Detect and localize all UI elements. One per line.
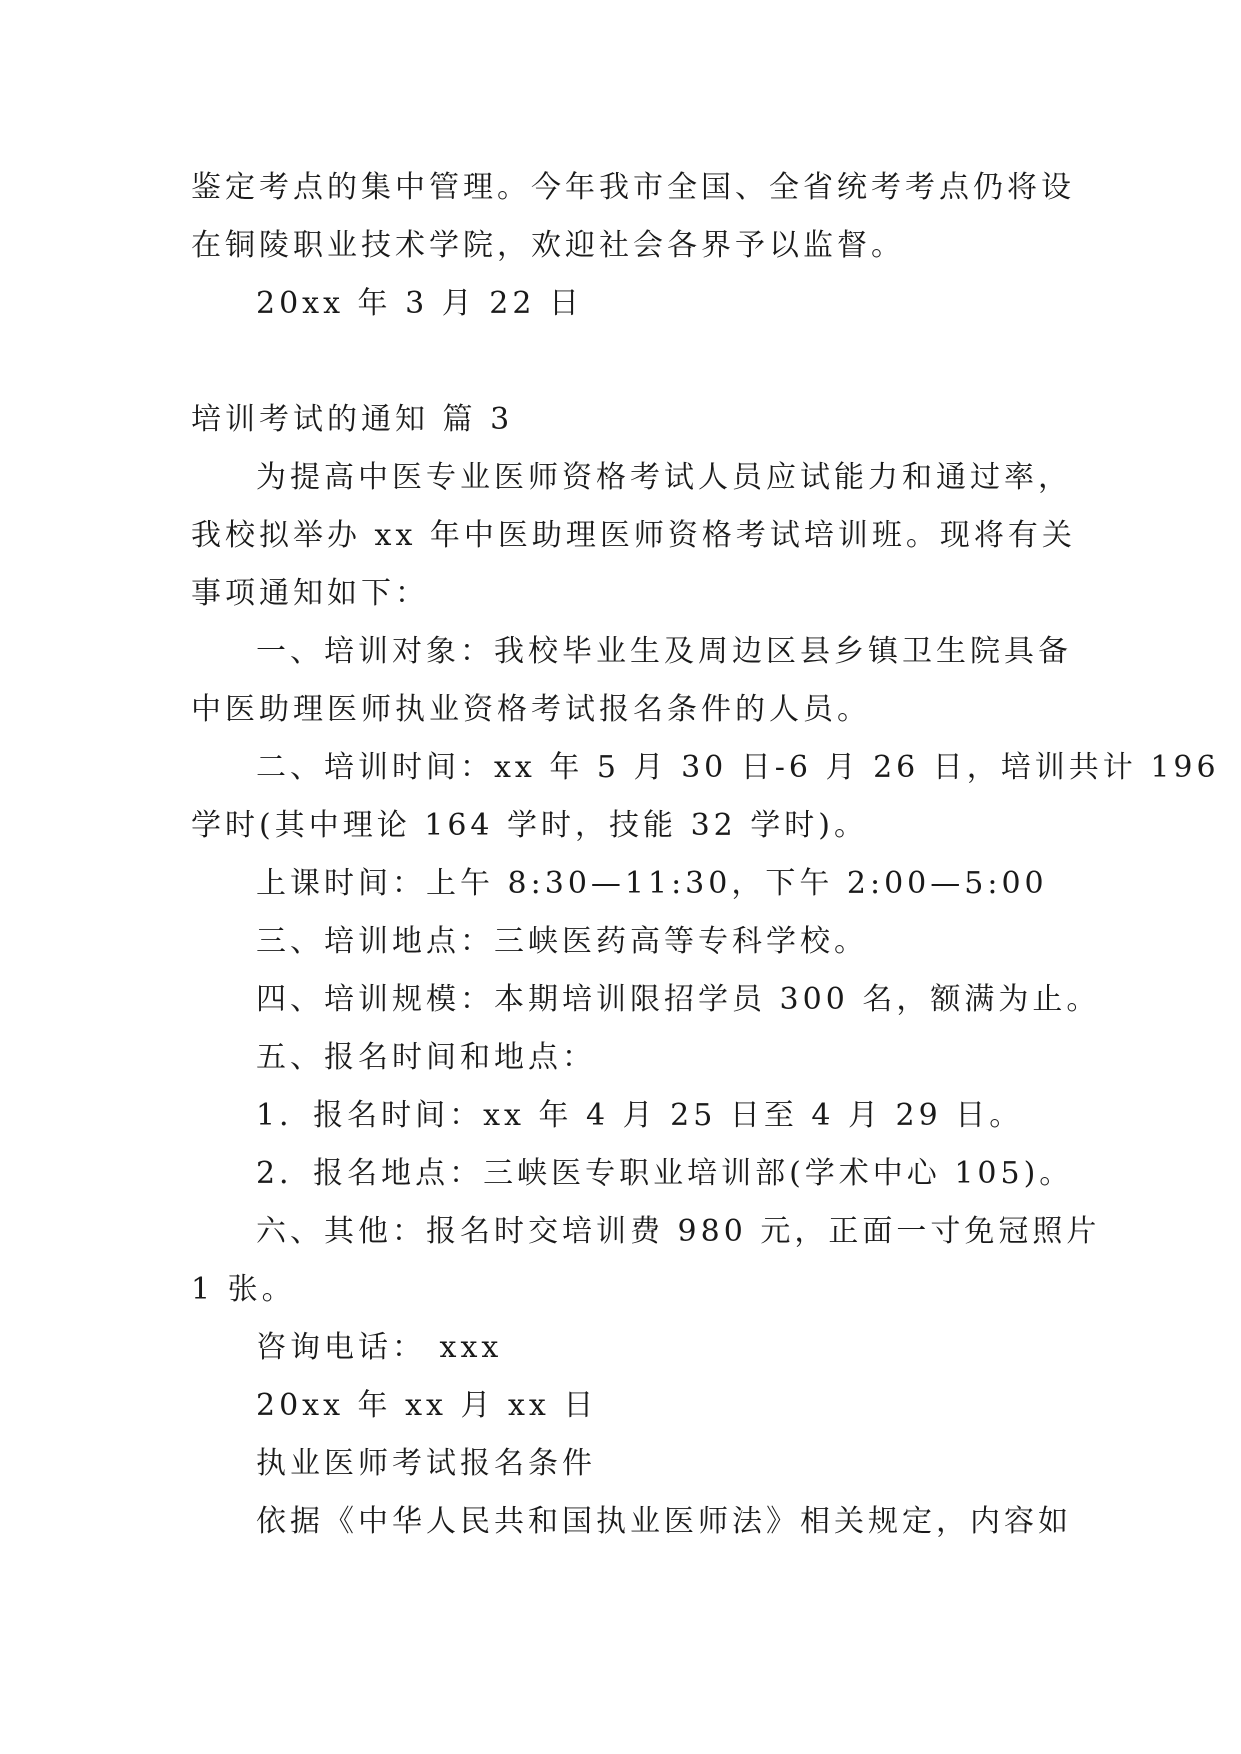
paragraph-line: 依据《中华人民共和国执业医师法》相关规定，内容如	[256, 1504, 1072, 1539]
paragraph-line: 一、培训对象：我校毕业生及周边区县乡镇卫生院具备	[256, 634, 1072, 669]
paragraph-line: 上课时间：上午 8:30—11:30，下午 2:00—5:00	[256, 866, 1048, 901]
paragraph-line: 在铜陵职业技术学院，欢迎社会各界予以监督。	[191, 228, 905, 263]
paragraph-line: 六、其他：报名时交培训费 980 元，正面一寸免冠照片	[256, 1214, 1101, 1249]
paragraph-line: 事项通知如下：	[191, 576, 429, 611]
paragraph-line: 二、培训时间：xx 年 5 月 30 日-6 月 26 日，培训共计 196	[256, 750, 1220, 785]
paragraph-line: 为提高中医专业医师资格考试人员应试能力和通过率，	[256, 460, 1072, 495]
paragraph-line: 四、培训规模：本期培训限招学员 300 名，额满为止。	[256, 982, 1101, 1017]
paragraph-line: 中医助理医师执业资格考试报名条件的人员。	[191, 692, 871, 727]
paragraph-line: 我校拟举办 xx 年中医助理医师资格考试培训班。现将有关	[191, 518, 1076, 553]
paragraph-line: 1．报名时间：xx 年 4 月 25 日至 4 月 29 日。	[256, 1098, 1024, 1133]
paragraph-line: 鉴定考点的集中管理。今年我市全国、全省统考考点仍将设	[191, 170, 1075, 205]
paragraph-line: 1 张。	[191, 1272, 296, 1307]
paragraph-line: 2．报名地点：三峡医专职业培训部(学术中心 105)。	[256, 1156, 1074, 1191]
date-line: 20xx 年 xx 月 xx 日	[256, 1388, 598, 1423]
contact-line: 咨询电话： xxx	[256, 1330, 503, 1365]
date-line: 20xx 年 3 月 22 日	[256, 286, 583, 321]
paragraph-line: 学时(其中理论 164 学时，技能 32 学时)。	[191, 808, 868, 843]
paragraph-line: 五、报名时间和地点：	[256, 1040, 596, 1075]
subheading: 执业医师考试报名条件	[256, 1446, 596, 1481]
section-heading: 培训考试的通知 篇 3	[191, 402, 514, 437]
paragraph-line: 三、培训地点：三峡医药高等专科学校。	[256, 924, 868, 959]
